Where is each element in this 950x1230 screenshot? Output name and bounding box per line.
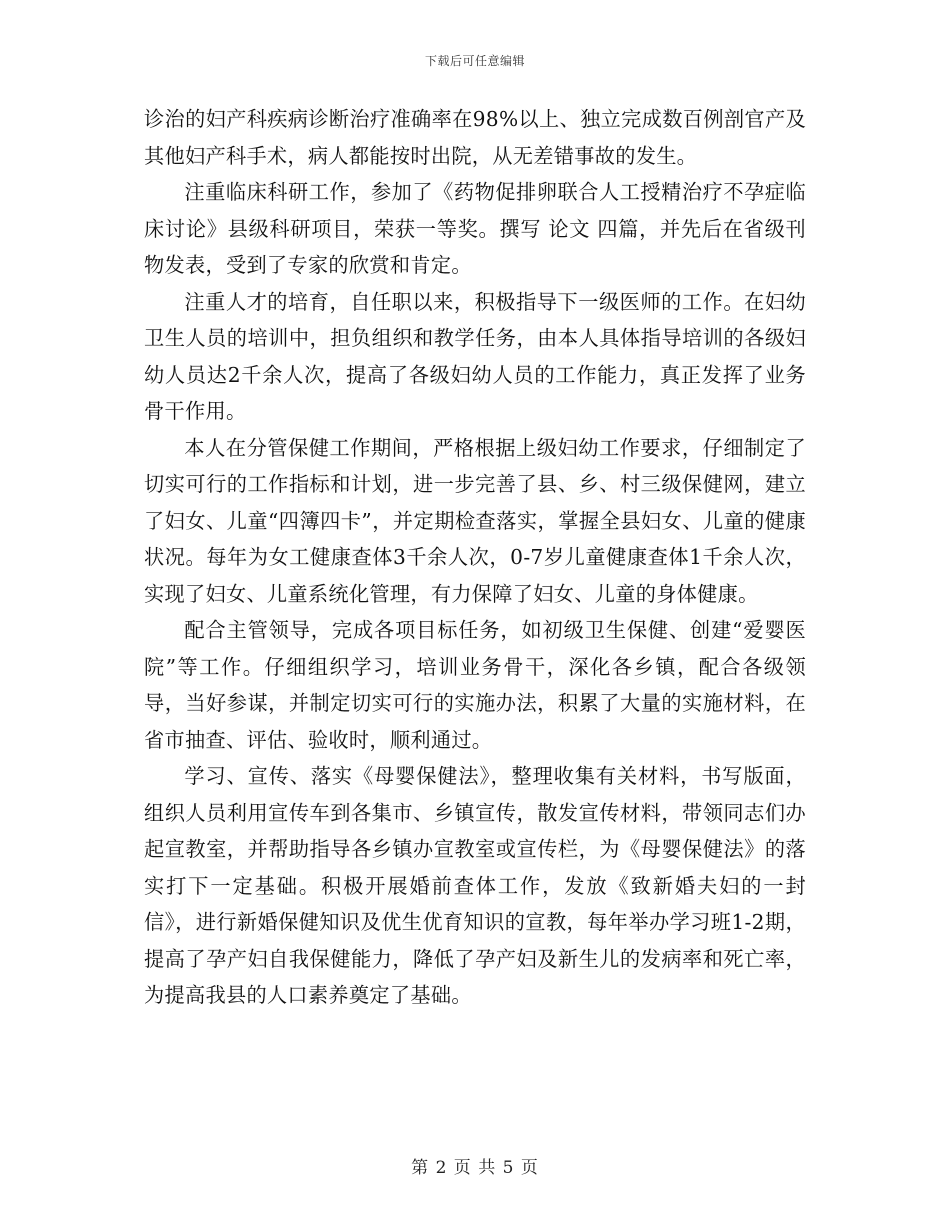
document-body bbox=[144, 101, 806, 1014]
paragraph-4: 本人在分管保健工作期间，严格根据上级妇幼工作要求，仔细制定了切实可行的工作指标和计划，进一步完善了县、乡、村三级保健网，建立了妇女、儿童“四簿四卡”，并定期检查落实，掌握全县妇女、儿童的健康状况。每年为女工健康查体3千余人次，0-7岁儿童健康查体1千余人次，实现了妇女、儿童系统化管理，有力保障了妇女、儿童的身体健康。 bbox=[144, 435, 806, 606]
page-number: 第 2 页 共 5 页 bbox=[411, 1158, 539, 1178]
page-header: 下载后可任意编辑 bbox=[424, 54, 525, 68]
paragraph-3: 注重人才的培育，自任职以来，积极指导下一级医师的工作。在妇幼卫生人员的培训中，担负组织和教学任务，由本人具体指导培训的各级妇幼人员达2千余人次，提高了各级妇幼人员的工作能力，真正发挥了业务骨干作用。 bbox=[144, 289, 806, 423]
paragraph-5: 配合主管领导，完成各项目标任务，如初级卫生保健、创建“爱婴医院”等工作。仔细组织学习，培训业务骨干，深化各乡镇，配合各级领导，当好参谋，并制定切实可行的实施办法，积累了大量的实施材料，在省市抽查、评估、验收时，顺利通过。 bbox=[144, 618, 806, 752]
paragraph-1: 诊治的妇产科疾病诊断治疗准确率在98%以上、独立完成数百例剖官产及其他妇产科手术，病人都能按时出院，从无差错事故的发生。 bbox=[144, 107, 806, 168]
paragraph-6: 学习、宣传、落实《母婴保健法》，整理收集有关材料，书写版面，组织人员利用宣传车到各集市、乡镇宣传，散发宣传材料，带领同志们办起宣教室，并帮助指导各乡镇办宣教室或宣传栏，为《母婴保健法》的落实打下一定基础。积极开展婚前查体工作，发放《致新婚夫妇的一封信》，进行新婚保健知识及优生优育知识的宣教，每年举办学习班1-2期，提高了孕产妇自我保健能力，降低了孕产妇及新生儿的发病率和死亡率，为提高我县的人口素养奠定了基础。 bbox=[144, 764, 806, 1007]
paragraph-2: 注重临床科研工作，参加了《药物促排卵联合人工授精治疗不孕症临床讨论》县级科研项目，荣获一等奖。撰写 论文 四篇，并先后在省级刊物发表，受到了专家的欣赏和肯定。 bbox=[144, 180, 806, 277]
